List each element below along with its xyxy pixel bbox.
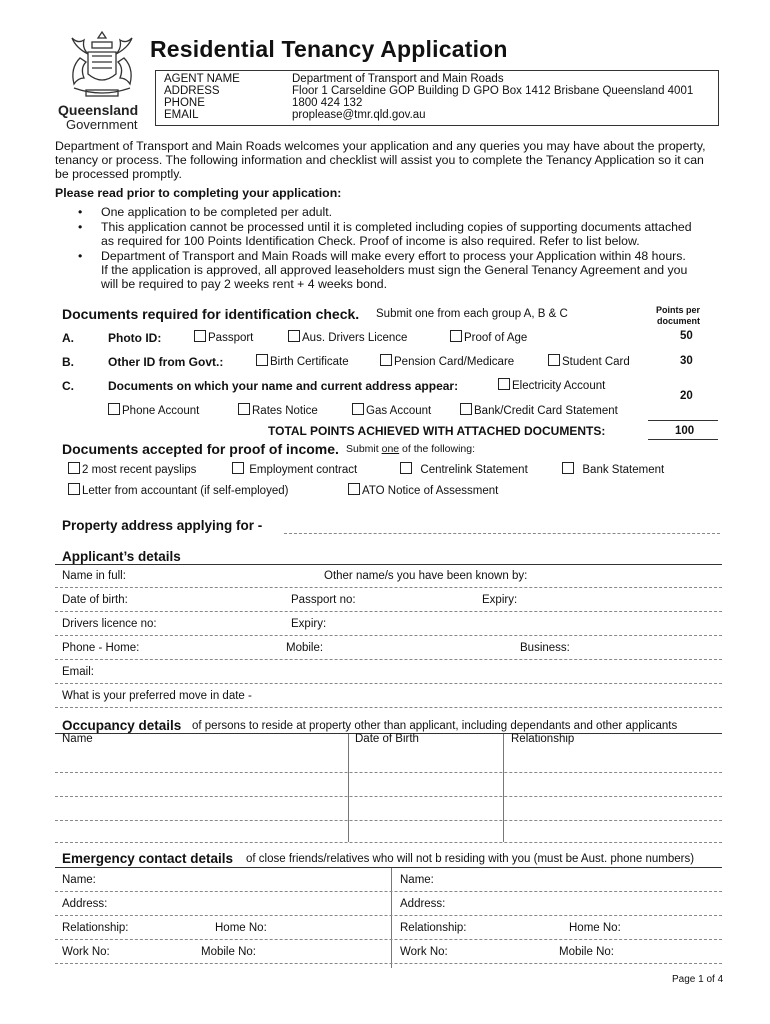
emergency-1-mobile-no-label: Mobile No: [201,946,256,958]
group-a-label: Photo ID: [108,331,162,345]
passport-no-label: Passport no: [291,594,356,606]
emergency-col-divider [391,868,392,968]
bullet-2-line-2: as required for 100 Points Identification Check. Proof of income is also required. Refer to list below. [101,234,640,248]
employment-contract-option[interactable] [232,462,357,476]
applicant-rule [55,564,722,565]
student-card-label: Student Card [562,356,630,368]
applicant-heading: Applicant’s details [62,549,181,564]
centrelink-checkbox[interactable] [400,462,412,474]
bullet-3-line-2: If the application is approved, all approved leaseholders must sign the General Tenancy Agreement and you [101,263,688,277]
total-points-value: 100 [675,425,695,437]
move-in-field-line[interactable] [55,707,722,708]
please-read-heading: Please read prior to completing your application: [55,186,342,200]
income-sub [346,443,475,455]
birth-certificate-option[interactable] [256,354,349,368]
agent-name-label: AGENT NAME [164,73,240,85]
agent-address-label: ADDRESS [164,85,220,97]
agent-details-box [155,70,719,126]
rates-notice-label: Rates Notice [252,405,318,417]
occupancy-heading: Occupancy details [62,718,182,733]
pension-card-option[interactable] [380,354,514,368]
passport-label: Passport [208,332,254,344]
income-sub-post: of the following: [399,443,476,455]
group-c-label: Documents on which your name and current address appear: [108,379,459,393]
accountant-letter-option[interactable] [68,483,288,497]
emergency-2-name-label: Name: [400,874,434,886]
emergency-work-line[interactable] [55,963,722,964]
accountant-letter-label: Letter from accountant (if self-employed) [82,485,289,497]
other-names-label: Other name/s you have been known by: [324,570,528,582]
points-header-1: Points per [656,305,701,315]
emergency-2-work-no-label: Work No: [400,946,448,958]
name-field-line[interactable] [55,587,722,588]
bullet-dot: • [78,249,83,263]
group-a-points: 50 [680,330,693,342]
drivers-licence-label: Aus. Drivers Licence [302,332,408,344]
emergency-relationship-line[interactable] [55,939,722,940]
total-top-rule [648,420,718,421]
occupancy-col-divider [503,734,504,842]
bullet-1-line-1: One application to be completed per adult. [101,205,333,219]
emergency-1-relationship-label: Relationship: [62,922,129,934]
group-b-points: 30 [680,355,693,367]
points-header-2: document [657,316,701,326]
drivers-licence-no-label: Drivers licence no: [62,618,157,630]
emergency-address-line[interactable] [55,915,722,916]
bank-statement-checkbox[interactable] [562,462,574,474]
bank-statement-id-checkbox[interactable] [460,403,472,415]
bullet-dot: • [78,220,83,234]
pension-card-checkbox[interactable] [380,354,392,366]
occupancy-row-line[interactable] [55,796,722,797]
emergency-1-name-label: Name: [62,874,96,886]
mobile-label: Mobile: [286,642,324,654]
bullet-3-line-3: will be required to pay 2 weeks rent + 4 weeks bond. [101,277,388,291]
total-bottom-rule [648,439,718,440]
payslips-checkbox[interactable] [68,462,80,474]
agent-address-value: Floor 1 Carseldine GOP Building D GPO Box 1412 Brisbane Queensland 4001 [292,85,694,97]
employment-contract-label: Employment contract [249,464,358,476]
phone-home-label: Phone - Home: [62,642,140,654]
gas-account-label: Gas Account [366,405,432,417]
centrelink-option[interactable] [400,462,528,476]
rates-notice-option[interactable] [238,403,318,417]
student-card-checkbox[interactable] [548,354,560,366]
gas-account-checkbox[interactable] [352,403,364,415]
bank-statement-label: Bank Statement [582,464,665,476]
emergency-rule [55,867,722,868]
intro-text: Department of Transport and Main Roads welcomes your application and any queries you may have about the property, tenancy or process. The following information and checklist will assist you to complete the Tenancy Application so it can be processed promptly. [55,139,706,181]
income-sub-pre: Submit [346,443,382,455]
group-c-letter: C. [62,379,74,393]
ato-notice-label: ATO Notice of Assessment [362,485,499,497]
occupancy-row-line[interactable] [55,820,722,821]
emergency-2-home-no-label: Home No: [569,922,621,934]
phone-account-option[interactable] [108,403,199,417]
logo-name: Queensland [58,102,139,118]
agent-phone-label: PHONE [164,97,205,109]
drivers-licence-option[interactable] [288,330,407,344]
coat-of-arms-icon [62,28,142,102]
income-heading: Documents accepted for proof of income. [62,441,339,457]
rates-notice-checkbox[interactable] [238,403,250,415]
emergency-sub: of close friends/relatives who will not b residing with you (must be Aust. phone numbers) [246,853,695,865]
payslips-option[interactable] [68,462,196,476]
logo-sub: Government [66,117,138,132]
passport-expiry-label: Expiry: [482,594,518,606]
passport-checkbox[interactable] [194,330,206,342]
emergency-1-work-no-label: Work No: [62,946,110,958]
electricity-account-label: Electricity Account [512,380,606,392]
birth-certificate-label: Birth Certificate [270,356,349,368]
emergency-2-mobile-no-label: Mobile No: [559,946,614,958]
bullet-3-line-1: Department of Transport and Main Roads will make every effort to process your Application within 48 hours. [101,249,686,263]
agent-name-value: Department of Transport and Main Roads [292,73,504,85]
group-b-label: Other ID from Govt.: [108,355,224,369]
emergency-1-address-label: Address: [62,898,108,910]
birth-certificate-checkbox[interactable] [256,354,268,366]
name-in-full-label: Name in full: [62,570,126,582]
id-check-sub: Submit one from each group A, B & C [376,308,568,320]
group-a-letter: A. [62,331,74,345]
agent-email-value: proplease@tmr.qld.gov.au [292,109,426,121]
agent-email-label: EMAIL [164,109,199,121]
bank-statement-id-option[interactable] [460,403,618,417]
property-address-field[interactable] [284,533,720,534]
occupancy-row-line[interactable] [55,842,722,843]
centrelink-label: Centrelink Statement [420,464,528,476]
passport-option[interactable] [194,330,253,344]
email-field-line[interactable] [55,683,722,684]
pension-card-label: Pension Card/Medicare [394,356,515,368]
group-b-letter: B. [62,355,74,369]
dob-field-line[interactable] [55,611,722,612]
property-address-label: Property address applying for - [62,518,263,533]
phone-account-checkbox[interactable] [108,403,120,415]
employment-contract-checkbox[interactable] [232,462,244,474]
electricity-account-option[interactable] [498,378,605,392]
emergency-name-line[interactable] [55,891,722,892]
accountant-letter-checkbox[interactable] [68,483,80,495]
drivers-licence-checkbox[interactable] [288,330,300,342]
occupancy-col-divider [348,734,349,842]
licence-field-line[interactable] [55,635,722,636]
bank-statement-id-label: Bank/Credit Card Statement [474,405,618,417]
occupancy-sub: of persons to reside at property other than applicant, including dependants and other applicants [192,720,678,732]
phone-account-label: Phone Account [122,405,200,417]
ato-notice-option[interactable] [348,483,498,497]
bank-statement-option[interactable] [562,462,664,476]
occupancy-col-name: Name [62,733,93,745]
page-title: Residential Tenancy Application [150,36,508,62]
agent-phone-value: 1800 424 132 [292,97,363,109]
gas-account-option[interactable] [352,403,431,417]
emergency-heading: Emergency contact details [62,851,234,866]
proof-of-age-label: Proof of Age [464,332,528,344]
group-c-points: 20 [680,390,693,402]
dob-label: Date of birth: [62,594,128,606]
proof-of-age-option[interactable] [450,330,527,344]
payslips-label: 2 most recent payslips [82,464,197,476]
bullet-2-line-1: This application cannot be processed until it is completed including copies of supporting documents attached [101,220,692,234]
emergency-2-address-label: Address: [400,898,446,910]
ato-notice-checkbox[interactable] [348,483,360,495]
occupancy-col-relationship: Relationship [511,733,575,745]
student-card-option[interactable] [548,354,630,368]
income-sub-one: one [381,443,400,455]
occupancy-col-dob: Date of Birth [355,733,419,745]
phone-field-line[interactable] [55,659,722,660]
queensland-government-logo [58,28,148,132]
id-check-heading: Documents required for identification check. [62,306,360,322]
emergency-2-relationship-label: Relationship: [400,922,467,934]
total-points-label: TOTAL POINTS ACHIEVED WITH ATTACHED DOCUMENTS: [268,424,606,438]
proof-of-age-checkbox[interactable] [450,330,462,342]
emergency-1-home-no-label: Home No: [215,922,267,934]
electricity-account-checkbox[interactable] [498,378,510,390]
move-in-date-label: What is your preferred move in date - [62,690,252,702]
email-label: Email: [62,666,94,678]
bullet-dot: • [78,205,83,219]
business-label: Business: [520,642,570,654]
occupancy-row-line[interactable] [55,772,722,773]
page-number: Page 1 of 4 [672,974,724,985]
licence-expiry-label: Expiry: [291,618,327,630]
